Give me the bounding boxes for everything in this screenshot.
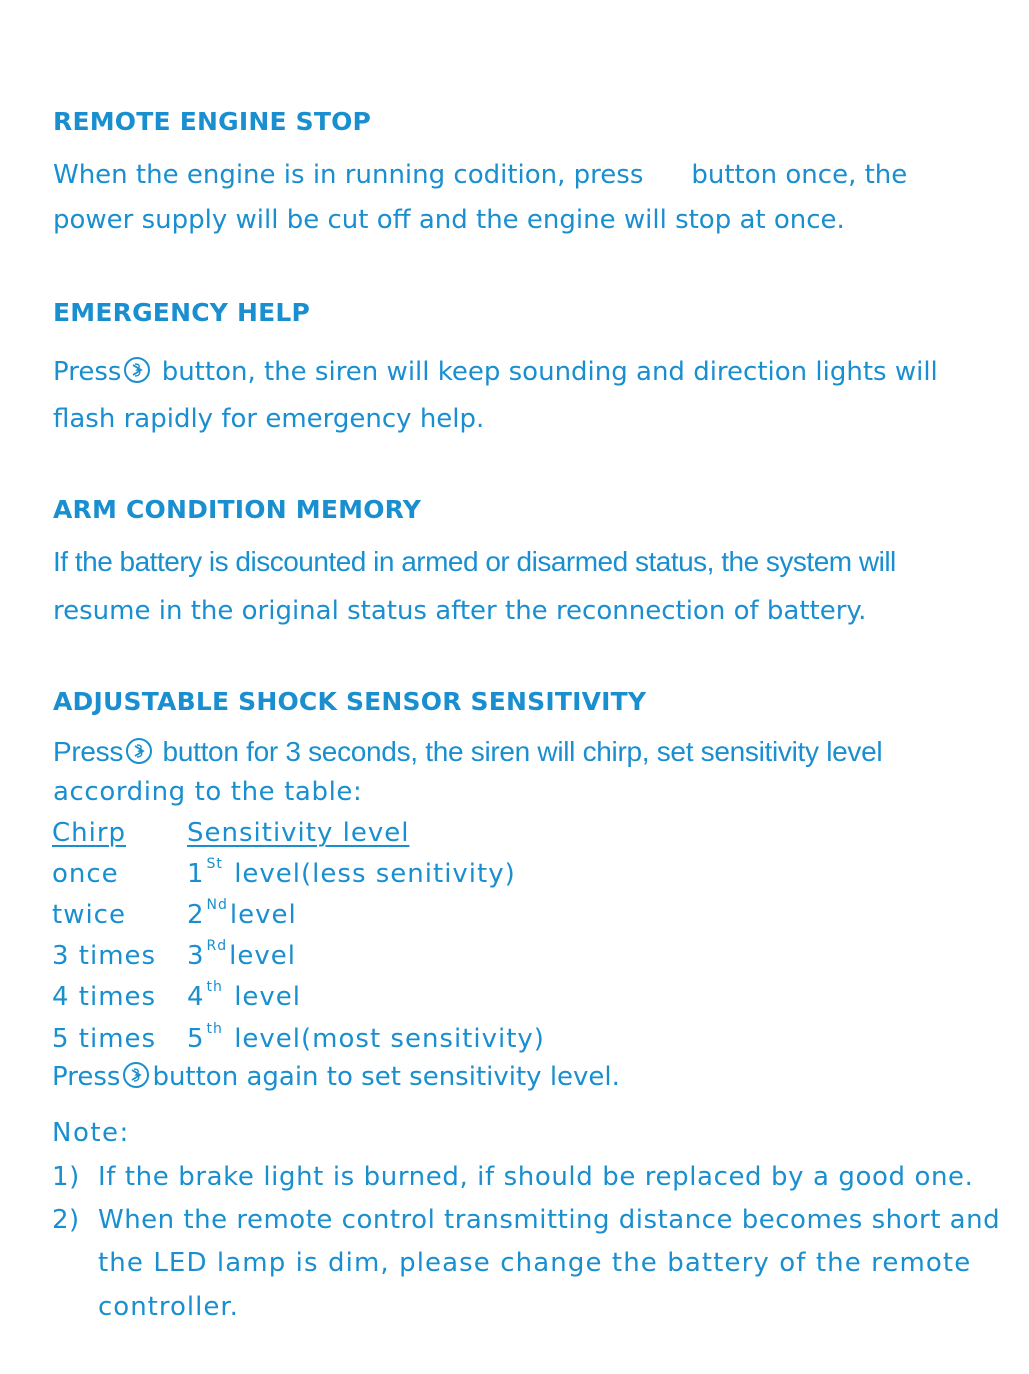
note-item-number: 2) bbox=[52, 1205, 80, 1235]
remote-engine-stop-text-a: When the engine is in running codition, press bbox=[53, 160, 644, 190]
table-header-chirp: Chirp bbox=[52, 818, 127, 848]
emergency-help-line-2: flash rapidly for emergency help. bbox=[53, 404, 485, 434]
level-ordinal: Nd bbox=[206, 897, 228, 914]
level-number: 4 bbox=[187, 982, 205, 1012]
level-number: 1 bbox=[187, 859, 205, 889]
remote-engine-stop-text-b: button once, the bbox=[691, 160, 908, 190]
shock-sensor-line-1 bbox=[53, 736, 882, 768]
circled-b-button-icon bbox=[125, 737, 153, 765]
shock-sensor-heading: ADJUSTABLE SHOCK SENSOR SENSITIVITY bbox=[53, 687, 647, 716]
remote-engine-stop-line-1 bbox=[53, 160, 907, 190]
table-row-1-chirp: once bbox=[52, 859, 119, 889]
shock-sensor-after-line bbox=[52, 1061, 620, 1092]
level-text: level bbox=[229, 941, 296, 971]
level-ordinal: St bbox=[206, 856, 223, 873]
level-text: level(less senitivity) bbox=[234, 859, 516, 889]
note-item-1 bbox=[52, 1162, 974, 1192]
emergency-help-line-1 bbox=[53, 356, 938, 387]
emergency-help-text-a: Press bbox=[53, 357, 122, 387]
note-title: Note: bbox=[52, 1118, 130, 1148]
table-header-sensitivity: Sensitivity level bbox=[187, 818, 410, 848]
level-ordinal: Rd bbox=[206, 938, 228, 955]
shock-sensor-line-2: according to the table: bbox=[53, 777, 363, 807]
level-text: level(most sensitivity) bbox=[234, 1024, 545, 1054]
note-item-2-line-3: controller. bbox=[98, 1292, 239, 1322]
table-row-5-level bbox=[187, 1021, 545, 1054]
table-row-4-chirp: 4 times bbox=[52, 982, 157, 1012]
remote-engine-stop-heading: REMOTE ENGINE STOP bbox=[53, 107, 372, 136]
shock-sensor-after-text-b: button again to set sensitivity level. bbox=[152, 1062, 620, 1092]
emergency-help-text-b: button, the siren will keep sounding and direction lights will bbox=[153, 357, 938, 387]
arm-condition-memory-line-1: If the battery is discounted in armed or disarmed status, the system will bbox=[53, 546, 896, 577]
table-row-1-level bbox=[187, 856, 516, 889]
level-text: level bbox=[229, 900, 297, 930]
circled-b-button-icon bbox=[122, 1061, 150, 1089]
level-ordinal: th bbox=[206, 979, 223, 996]
shock-sensor-text-a: Press bbox=[53, 736, 124, 767]
table-row-3-chirp: 3 times bbox=[52, 941, 157, 971]
table-row-3-level bbox=[187, 938, 296, 971]
arm-condition-memory-line-2: resume in the original status after the reconnection of battery. bbox=[53, 596, 867, 626]
table-row-2-chirp: twice bbox=[52, 900, 126, 930]
note-item-2-line-2: the LED lamp is dim, please change the battery of the remote bbox=[98, 1248, 972, 1278]
note-item-text: When the remote control transmitting distance becomes short and bbox=[98, 1205, 1001, 1235]
circled-b-button-icon bbox=[123, 356, 151, 384]
shock-sensor-text-b: button for 3 seconds, the siren will chirp, set sensitivity level bbox=[155, 736, 883, 767]
arm-condition-memory-heading: ARM CONDITION MEMORY bbox=[53, 495, 422, 524]
emergency-help-heading: EMERGENCY HELP bbox=[53, 298, 311, 327]
shock-sensor-after-text-a: Press bbox=[52, 1062, 121, 1092]
level-number: 5 bbox=[187, 1024, 205, 1054]
level-number: 3 bbox=[187, 941, 205, 971]
table-row-2-level bbox=[187, 897, 297, 930]
level-text: level bbox=[234, 982, 302, 1012]
note-item-text: If the brake light is burned, if should be replaced by a good one. bbox=[98, 1162, 974, 1192]
table-row-5-chirp: 5 times bbox=[52, 1024, 157, 1054]
level-ordinal: th bbox=[206, 1021, 223, 1038]
note-item-2 bbox=[52, 1205, 1000, 1235]
note-item-number: 1) bbox=[52, 1162, 80, 1192]
remote-engine-stop-line-2: power supply will be cut off and the engine will stop at once. bbox=[53, 205, 845, 235]
level-number: 2 bbox=[187, 900, 205, 930]
table-row-4-level bbox=[187, 979, 302, 1012]
